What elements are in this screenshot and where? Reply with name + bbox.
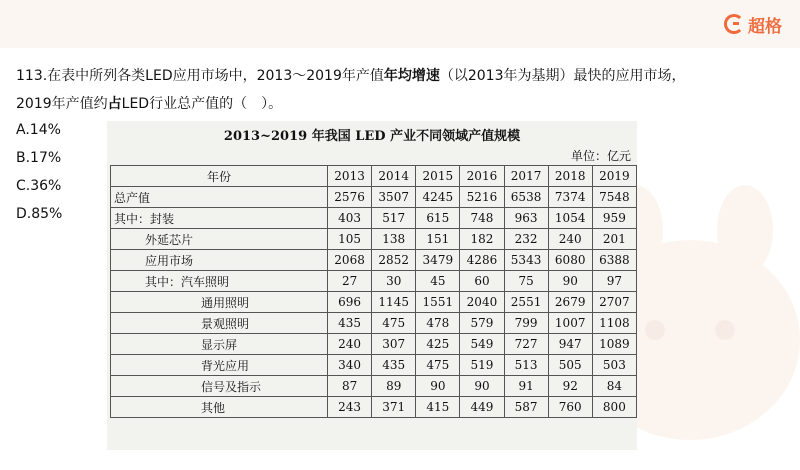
table-cell: 415 <box>416 397 460 418</box>
table-cell: 1551 <box>416 292 460 313</box>
row-label: 应用市场 <box>111 250 328 271</box>
table-cell: 5216 <box>460 187 504 208</box>
table-cell: 182 <box>460 229 504 250</box>
table-cell: 89 <box>372 376 416 397</box>
table-cell: 963 <box>504 208 548 229</box>
table-row <box>111 292 637 313</box>
table-cell: 90 <box>416 376 460 397</box>
table-cell: 243 <box>328 397 372 418</box>
table-cell: 232 <box>504 229 548 250</box>
table-cell: 240 <box>328 334 372 355</box>
table-cell: 2040 <box>460 292 504 313</box>
table-cell: 587 <box>504 397 548 418</box>
table-cell: 696 <box>328 292 372 313</box>
brand-name: 超格 <box>748 16 782 37</box>
table-cell: 403 <box>328 208 372 229</box>
table-cell: 615 <box>416 208 460 229</box>
table-cell: 92 <box>548 376 592 397</box>
row-label: 显示屏 <box>111 334 328 355</box>
table-cell: 760 <box>548 397 592 418</box>
table-row <box>111 271 637 292</box>
table-cell: 7374 <box>548 187 592 208</box>
table-row <box>111 187 637 208</box>
year-header: 2017 <box>504 166 548 187</box>
table-title: 2013~2019 年我国 LED 产业不同领域产值规模 <box>223 129 521 144</box>
table-cell: 30 <box>372 271 416 292</box>
table-cell: 75 <box>504 271 548 292</box>
led-output-table <box>110 165 637 418</box>
table-cell: 549 <box>460 334 504 355</box>
question-emphasis-1: 年均增速 <box>383 68 440 84</box>
table-cell: 97 <box>592 271 636 292</box>
table-row <box>111 229 637 250</box>
question-part-3: 2019年产值约 <box>16 96 108 112</box>
brand-logo-icon <box>724 14 744 34</box>
year-header: 2014 <box>372 166 416 187</box>
table-cell: 435 <box>328 313 372 334</box>
table-row <box>111 250 637 271</box>
option-a[interactable]: A.14% <box>16 122 61 138</box>
table-cell: 6080 <box>548 250 592 271</box>
table-cell: 91 <box>504 376 548 397</box>
table-cell: 579 <box>460 313 504 334</box>
table-cell: 513 <box>504 355 548 376</box>
table-cell: 517 <box>372 208 416 229</box>
row-label: 背光应用 <box>111 355 328 376</box>
row-label: 总产值 <box>111 187 328 208</box>
table-row <box>111 208 637 229</box>
table-cell: 475 <box>372 313 416 334</box>
table-cell: 1145 <box>372 292 416 313</box>
table-cell: 45 <box>416 271 460 292</box>
table-cell: 2551 <box>504 292 548 313</box>
answer-options <box>16 116 62 228</box>
option-b[interactable]: B.17% <box>16 150 62 166</box>
table-cell: 449 <box>460 397 504 418</box>
table-cell: 2068 <box>328 250 372 271</box>
row-label: 其中：封装 <box>111 208 328 229</box>
table-cell: 340 <box>328 355 372 376</box>
year-header: 2015 <box>416 166 460 187</box>
table-cell: 2707 <box>592 292 636 313</box>
brand-logo-group <box>724 10 782 38</box>
table-cell: 371 <box>372 397 416 418</box>
table-cell: 505 <box>548 355 592 376</box>
table-cell: 959 <box>592 208 636 229</box>
table-cell: 4286 <box>460 250 504 271</box>
question-part-4: LED行业总产值的（ ）。 <box>121 96 283 112</box>
table-cell: 87 <box>328 376 372 397</box>
table-cell: 799 <box>504 313 548 334</box>
row-label: 通用照明 <box>111 292 328 313</box>
header-label: 年份 <box>111 166 328 187</box>
table-row <box>111 313 637 334</box>
top-bar <box>0 0 800 48</box>
row-label: 其他 <box>111 397 328 418</box>
option-c[interactable]: C.36% <box>16 178 62 194</box>
table-cell: 60 <box>460 271 504 292</box>
year-header: 2019 <box>592 166 636 187</box>
table-cell: 6388 <box>592 250 636 271</box>
table-cell: 138 <box>372 229 416 250</box>
table-cell: 2679 <box>548 292 592 313</box>
table-cell: 105 <box>328 229 372 250</box>
table-cell: 435 <box>372 355 416 376</box>
question-emphasis-2: 占 <box>107 96 122 112</box>
table-row <box>111 376 637 397</box>
table-cell: 519 <box>460 355 504 376</box>
table-cell: 425 <box>416 334 460 355</box>
table-cell: 151 <box>416 229 460 250</box>
year-header: 2018 <box>548 166 592 187</box>
table-cell: 90 <box>548 271 592 292</box>
row-label: 其中：汽车照明 <box>111 271 328 292</box>
table-cell: 3479 <box>416 250 460 271</box>
table-row <box>111 334 637 355</box>
row-label: 外延芯片 <box>111 229 328 250</box>
table-row <box>111 355 637 376</box>
year-header: 2013 <box>328 166 372 187</box>
led-data-table-panel <box>107 121 637 450</box>
table-cell: 727 <box>504 334 548 355</box>
table-cell: 90 <box>460 376 504 397</box>
table-cell: 27 <box>328 271 372 292</box>
table-cell: 3507 <box>372 187 416 208</box>
table-cell: 201 <box>592 229 636 250</box>
table-cell: 478 <box>416 313 460 334</box>
table-cell: 84 <box>592 376 636 397</box>
table-cell: 2576 <box>328 187 372 208</box>
table-cell: 1108 <box>592 313 636 334</box>
table-cell: 947 <box>548 334 592 355</box>
table-cell: 475 <box>416 355 460 376</box>
year-header: 2016 <box>460 166 504 187</box>
table-cell: 4245 <box>416 187 460 208</box>
question-text <box>16 62 786 118</box>
table-header-row <box>111 166 637 187</box>
option-d[interactable]: D.85% <box>16 206 63 222</box>
table-unit: 单位：亿元 <box>570 149 631 163</box>
row-label: 景观照明 <box>111 313 328 334</box>
table-cell: 7548 <box>592 187 636 208</box>
table-cell: 5343 <box>504 250 548 271</box>
table-cell: 307 <box>372 334 416 355</box>
table-cell: 1054 <box>548 208 592 229</box>
table-cell: 800 <box>592 397 636 418</box>
table-cell: 748 <box>460 208 504 229</box>
table-cell: 240 <box>548 229 592 250</box>
table-row <box>111 397 637 418</box>
question-part-2: （以2013年为基期）最快的应用市场， <box>439 68 686 84</box>
table-cell: 1007 <box>548 313 592 334</box>
row-label: 信号及指示 <box>111 376 328 397</box>
question-part-1: 113.在表中所列各类LED应用市场中，2013～2019年产值 <box>16 68 384 84</box>
table-cell: 503 <box>592 355 636 376</box>
table-cell: 1089 <box>592 334 636 355</box>
table-cell: 2852 <box>372 250 416 271</box>
table-cell: 6538 <box>504 187 548 208</box>
